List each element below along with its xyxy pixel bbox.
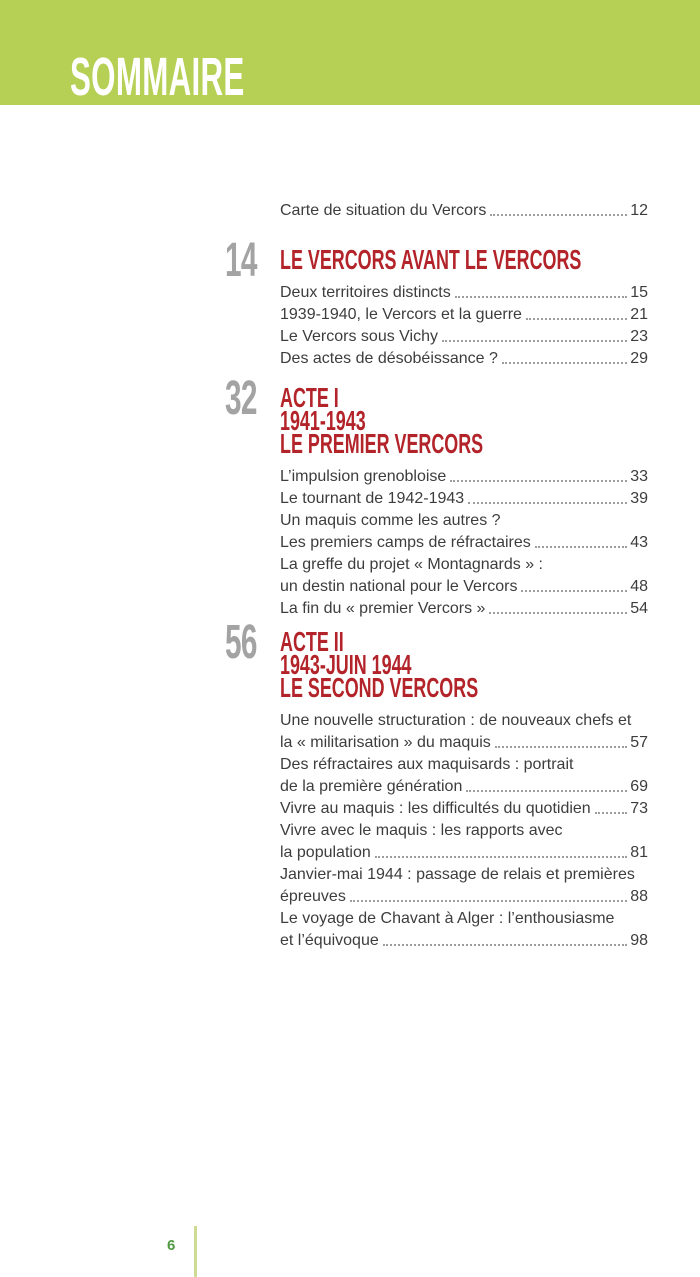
toc-entry-title: Janvier-mai 1944 : passage de relais et premières (280, 866, 635, 883)
toc-entry (280, 928, 648, 950)
toc-entry-title: de la première génération (280, 778, 463, 795)
section-heading (280, 244, 648, 275)
toc (225, 198, 648, 950)
toc-entry-title: et l’équivoque (280, 932, 379, 949)
toc-entry-title: Deux territoires distincts (280, 284, 451, 301)
toc-leader-dots (535, 546, 627, 548)
toc-entry-title: L’impulsion grenobloise (280, 468, 447, 485)
toc-entry-page: 57 (630, 734, 648, 751)
section-entries (280, 464, 648, 618)
page-header (0, 0, 700, 105)
toc-entry (280, 796, 648, 818)
section-heading-line: LE SECOND VERCORS (280, 672, 479, 703)
section-heading-line: 1941-1943 (280, 405, 366, 436)
section-number: 32 (225, 372, 257, 425)
toc-entry-title: Le tournant de 1942-1943 (280, 490, 465, 507)
toc-entry-page: 43 (630, 534, 648, 551)
toc-entry (280, 730, 648, 752)
toc-leader-dots (521, 590, 627, 592)
toc-entry-title: épreuves (280, 888, 346, 905)
toc-entry (280, 840, 648, 862)
toc-entry-title: La fin du « premier Vercors » (280, 600, 486, 617)
toc-entry-page: 98 (630, 932, 648, 949)
section-heading-line: ACTE I (280, 382, 339, 413)
section-heading-line: 1943-JUIN 1944 (280, 649, 412, 680)
toc-leader-dots (375, 856, 627, 858)
toc-entry-title: Les premiers camps de réfractaires (280, 534, 531, 551)
toc-entry (280, 752, 648, 774)
toc-entry-title: Le Vercors sous Vichy (280, 328, 439, 345)
toc-entry-title: la « militarisation » du maquis (280, 734, 491, 751)
toc-leader-dots (450, 480, 627, 482)
toc-entry (280, 774, 648, 796)
toc-entry-title: Carte de situation du Vercors (280, 202, 487, 219)
toc-leader-dots (526, 318, 627, 320)
toc-leader-dots (455, 296, 627, 298)
section-body (280, 626, 648, 950)
page-title: SOMMAIRE (70, 47, 245, 107)
toc-leader-dots (489, 612, 627, 614)
toc-entry (280, 280, 648, 302)
toc-leader-dots (350, 900, 627, 902)
toc-entry (280, 818, 648, 840)
folio-rule (194, 1226, 197, 1277)
toc-entry-title: Des actes de désobéissance ? (280, 350, 498, 367)
toc-entry-page: 21 (630, 306, 648, 323)
section-heading-line: LE PREMIER VERCORS (280, 428, 484, 459)
toc-entry (280, 324, 648, 346)
toc-entry (280, 862, 648, 884)
toc-entry-page: 73 (630, 800, 648, 817)
toc-entry (280, 346, 648, 368)
toc-entry-title: la population (280, 844, 371, 861)
toc-leader-dots (466, 790, 627, 792)
toc-entry (280, 530, 648, 552)
section-body (280, 382, 648, 618)
section-heading-line: ACTE II (280, 626, 344, 657)
toc-entry (280, 574, 648, 596)
section-heading-line: LE VERCORS AVANT LE VERCORS (280, 244, 582, 275)
toc-entry (280, 906, 648, 928)
toc-leader-dots (383, 944, 627, 946)
section-heading (280, 382, 648, 459)
toc-entry-page: 15 (630, 284, 648, 301)
toc-leader-dots (502, 362, 627, 364)
toc-entry-page: 39 (630, 490, 648, 507)
toc-entry-title: un destin national pour le Vercors (280, 578, 518, 595)
toc-leader-dots (490, 214, 627, 216)
toc-entry-page: 54 (630, 600, 648, 617)
section-body (280, 244, 648, 368)
toc-entry-title: Vivre au maquis : les difficultés du quotidien (280, 800, 591, 817)
toc-entry-title: La greffe du projet « Montagnards » : (280, 556, 543, 573)
toc-entry-title: Vivre avec le maquis : les rapports avec (280, 822, 563, 839)
folio-page-number: 6 (167, 1237, 176, 1254)
toc-entry (280, 486, 648, 508)
toc-entry (280, 884, 648, 906)
section-entries (280, 280, 648, 368)
toc-entry-page: 88 (630, 888, 648, 905)
toc-entry-title: Des réfractaires aux maquisards : portrait (280, 756, 574, 773)
section-number: 14 (225, 234, 257, 287)
toc-entry-page: 48 (630, 578, 648, 595)
section-entries (280, 708, 648, 950)
toc-entry (280, 508, 648, 530)
toc-entry (280, 302, 648, 324)
toc-entry-page: 81 (630, 844, 648, 861)
section-heading (280, 626, 648, 703)
toc-entry-page: 33 (630, 468, 648, 485)
toc-entry-page: 69 (630, 778, 648, 795)
toc-section (225, 616, 648, 950)
toc-entry (280, 198, 648, 220)
toc-leader-dots (495, 746, 627, 748)
toc-entry (280, 596, 648, 618)
toc-section (225, 234, 648, 368)
section-number: 56 (225, 616, 257, 669)
toc-entry-page: 23 (630, 328, 648, 345)
toc-entry-page: 12 (630, 202, 648, 219)
toc-leader-dots (468, 502, 627, 504)
toc-leader-dots (595, 812, 628, 814)
toc-entry-page: 29 (630, 350, 648, 367)
toc-entry (280, 464, 648, 486)
toc-entry-title: Le voyage de Chavant à Alger : l’enthousiasme (280, 910, 615, 927)
toc-entry-title: 1939-1940, le Vercors et la guerre (280, 306, 522, 323)
toc-entry-title: Un maquis comme les autres ? (280, 512, 501, 529)
toc-entry (280, 552, 648, 574)
toc-entry (280, 708, 648, 730)
toc-entry-title: Une nouvelle structuration : de nouveaux chefs et (280, 712, 632, 729)
toc-section (225, 372, 648, 618)
toc-leader-dots (442, 340, 627, 342)
